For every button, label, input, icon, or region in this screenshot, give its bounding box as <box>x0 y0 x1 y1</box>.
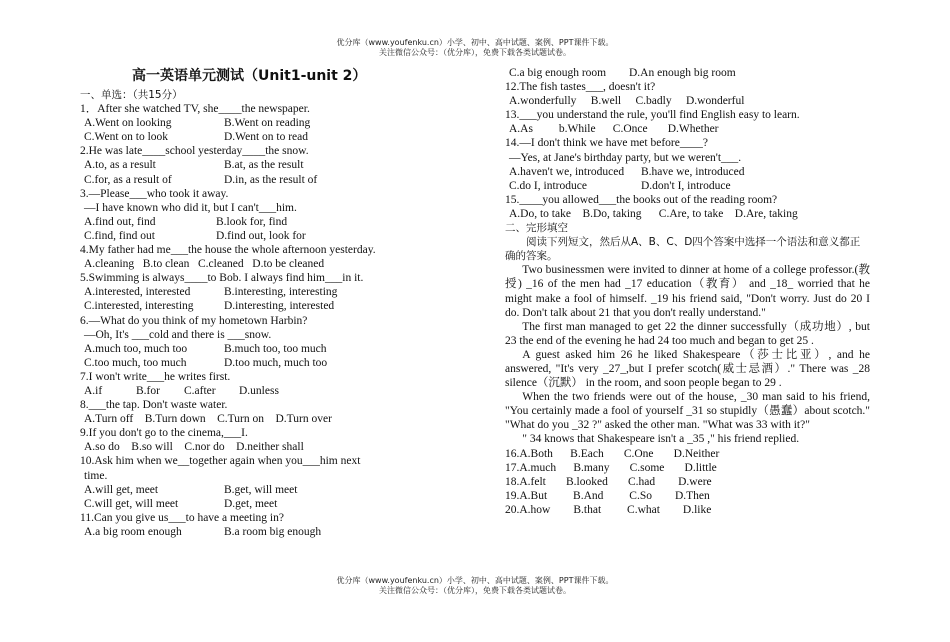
left-column <box>80 66 495 539</box>
footer-line-2: 关注微信公众号：（优分库），免费下载各类试题试卷。 <box>379 586 571 595</box>
option: D.Went on to read <box>224 131 309 144</box>
passage-paragraph-2: The first man managed to get 22 the dinner successfully（成功地）, but 23 the end of the evening he had 24 too much and began to get 25 . <box>505 320 870 347</box>
question-14-options-ab <box>505 165 870 179</box>
question-3-options-cd <box>80 229 495 243</box>
option: B.interesting, interesting <box>224 286 338 299</box>
passage-paragraph-5: " 34 knows that Shakespeare isn't a _35 ," his friend replied. <box>522 433 800 446</box>
question-10: 10.Ask him when we__together again when you___him next <box>80 455 361 468</box>
question-6-response: —Oh, It's ___cold and there is ___snow. <box>84 328 272 341</box>
footer-line-1: 优分库（www.youfenku.cn）小学、初中、高中试题、案例、PPT课件下载。 <box>336 576 614 585</box>
option: D.too much, much too <box>224 356 328 369</box>
question-10-continued: time. <box>84 469 108 482</box>
option: D.find out, look for <box>216 229 306 242</box>
option: D.don't I, introduce <box>641 179 731 192</box>
option: A.interested, interested <box>84 286 191 299</box>
option: C.interested, interesting <box>84 300 194 313</box>
question-10-options-ab <box>80 483 495 497</box>
question-2-options-cd <box>80 173 495 187</box>
option: A.to, as a result <box>84 159 156 172</box>
question-7-options <box>80 384 495 398</box>
question-19: 19.A.But B.And C.So D.Then <box>505 489 710 502</box>
cloze-instruction: 阅读下列短文，然后从A、B、C、D四个答案中选择一个语法和意义都正确的答案。 <box>505 236 861 263</box>
section-single-choice: 一、单选：（共15分） <box>80 89 183 101</box>
option: D.in, as the result of <box>224 173 318 186</box>
page-title: 高一英语单元测试（Unit1-unit 2） <box>132 68 367 84</box>
question-14-options-cd <box>505 179 870 193</box>
question-15-options: A.Do, to take B.Do, taking C.Are, to take D.Are, taking <box>509 207 798 220</box>
option: A.a big room enough <box>84 525 182 538</box>
question-14-response: —Yes, at Jane's birthday party, but we weren't___. <box>509 151 742 164</box>
question-16: 16.A.Both B.Each C.One D.Neither <box>505 447 720 460</box>
option: B.have we, introduced <box>641 165 745 178</box>
option: B.a room big enough <box>224 525 322 538</box>
question-17: 17.A.much B.many C.some D.little <box>505 461 717 474</box>
question-8-options: A.Turn off B.Turn down C.Turn on D.Turn over <box>84 413 332 426</box>
question-11: 11.Can you give us___to have a meeting in? <box>80 511 284 524</box>
option: A.will get, meet <box>84 483 159 496</box>
question-3-response: —I have known who did it, but I can't___him. <box>84 201 297 214</box>
question-4-options: A.cleaning B.to clean C.cleaned D.to be cleaned <box>84 258 325 271</box>
option: D.unless <box>239 384 279 397</box>
option: B.for <box>136 384 160 397</box>
page-footer <box>0 576 950 596</box>
option: B.Went on reading <box>224 117 311 130</box>
question-11-options-cd <box>505 66 870 80</box>
option: A.find out, find <box>84 215 156 228</box>
option: D.interesting, interested <box>224 300 335 313</box>
right-column <box>505 66 870 517</box>
passage-paragraph-1: Two businessmen were invited to dinner at home of a college professor.(教授) _16 of the men had _17 education（教育） and _18_ worried that he might make a fool of himself. _19 his friend said, "Don't worry. Just do 20 I do. Don't talk about 21 that you don't really understand." <box>505 264 870 319</box>
passage-paragraph-4: When the two friends were out of the house, _30 man said to his friend, "You certainly made a fool of yourself _31 so stupidly（愚蠢）about scotch." "What do you _32 ?" asked the other man. "What was 33 with it?" <box>505 391 870 432</box>
question-6-options-cd <box>80 356 495 370</box>
header-line-1: 优分库（www.youfenku.cn）小学、初中、高中试题、案例、PPT课件下载。 <box>336 38 614 47</box>
question-18: 18.A.felt B.looked C.had D.were <box>505 475 712 488</box>
question-10-options-cd <box>80 497 495 511</box>
question-9: 9.If you don't go to the cinema,___I. <box>80 427 248 440</box>
option: B.at, as the result <box>224 159 304 172</box>
question-12: 12.The fish tastes___, doesn't it? <box>505 81 656 94</box>
option: B.look for, find <box>216 215 288 228</box>
page-header <box>0 38 950 58</box>
option: A.if <box>84 384 103 397</box>
question-3-options-ab <box>80 215 495 229</box>
question-12-options: A.wonderfully B.well C.badly D.wonderful <box>509 95 745 108</box>
question-8: 8.___the tap. Don't waste water. <box>80 399 228 412</box>
option: A.much too, much too <box>84 342 188 355</box>
option: B.much too, too much <box>224 342 327 355</box>
option: B.get, will meet <box>224 483 298 496</box>
option: A.Went on looking <box>84 117 172 130</box>
option: C.for, as a result of <box>84 173 172 186</box>
passage-paragraph-3: A guest asked him 26 he liked Shakespeare（莎士比亚）, and he answered, "It's very _27_,but I prefer scotch(威士忌酒）." There was _28 silence（沉默） in the room, and soon people began to 29 . <box>505 348 870 390</box>
option: C.a big enough room <box>509 67 607 79</box>
option: C.do I, introduce <box>509 179 587 192</box>
question-1-options-cd <box>80 130 495 144</box>
question-2-options-ab <box>80 158 495 172</box>
option: C.Went on to look <box>84 131 169 144</box>
question-11-options-ab <box>80 525 495 539</box>
option: A.haven't we, introduced <box>509 165 625 178</box>
question-3: 3.—Please___who took it away. <box>80 187 229 200</box>
header-line-2: 关注微信公众号：（优分库），免费下载各类试题试卷。 <box>379 48 571 57</box>
option: C.will get, will meet <box>84 497 179 510</box>
option: C.too much, too much <box>84 356 187 369</box>
question-20: 20.A.how B.that C.what D.like <box>505 503 712 516</box>
question-13: 13.___you understand the rule, you'll find English easy to learn. <box>505 109 800 122</box>
question-1-options-ab <box>80 116 495 130</box>
option: C.find, find out <box>84 229 155 242</box>
question-9-options: A.so do B.so will C.nor do D.neither shall <box>84 441 304 454</box>
option: C.after <box>184 384 216 397</box>
question-5-options-cd <box>80 299 495 313</box>
question-7: 7.I won't write___he writes first. <box>80 370 231 383</box>
question-2: 2.He was late____school yesterday____the snow. <box>80 145 309 158</box>
question-13-options: A.As b.While C.Once D.Whether <box>509 123 719 136</box>
question-5-options-ab <box>80 285 495 299</box>
question-14: 14.—I don't think we have met before____? <box>505 137 708 150</box>
question-15: 15.____you allowed___the books out of the reading room? <box>505 193 778 206</box>
section-cloze: 二、完形填空 <box>505 222 568 235</box>
question-1: 1．After she watched TV, she____the newspaper. <box>80 103 310 116</box>
question-6-options-ab <box>80 342 495 356</box>
option: D.An enough big room <box>629 67 736 79</box>
question-6: 6.—What do you think of my hometown Harbin? <box>80 314 308 327</box>
question-5: 5.Swimming is always____to Bob. I always find him___in it. <box>80 272 364 285</box>
option: D.get, meet <box>224 497 278 510</box>
question-4: 4.My father had me___the house the whole afternoon yesterday. <box>80 244 376 257</box>
